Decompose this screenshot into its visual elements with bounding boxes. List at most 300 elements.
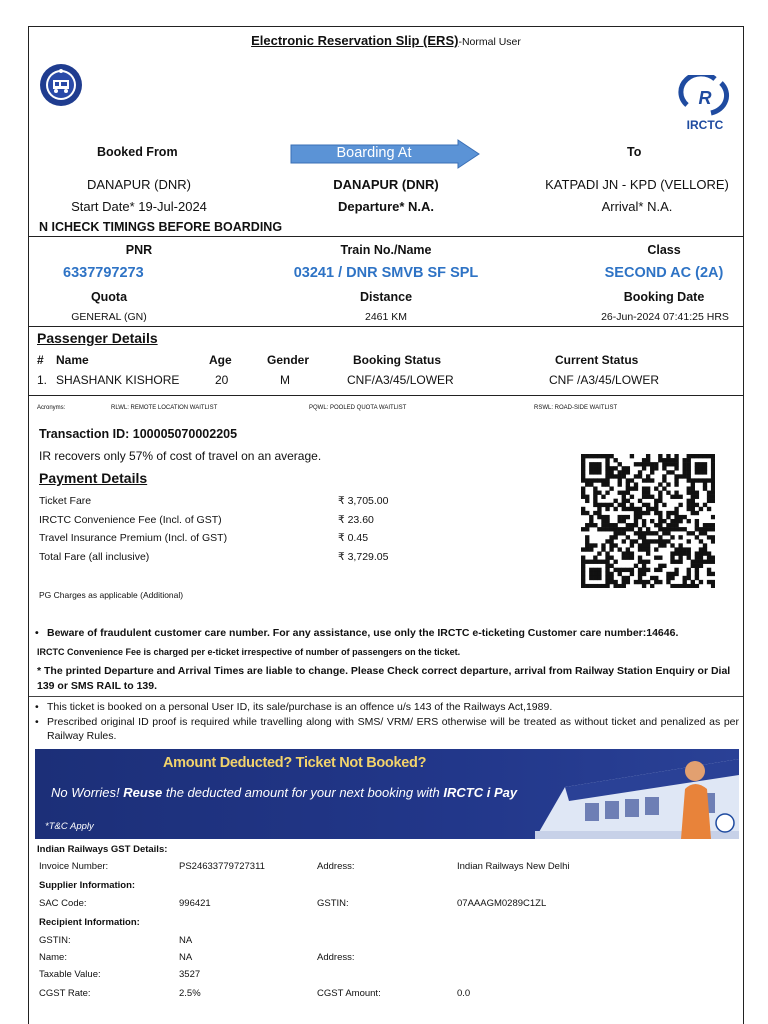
- qr-module: [605, 478, 609, 482]
- qr-module: [687, 547, 691, 551]
- id-proof-notice: • Prescribed original ID proof is required while travelling along with SMS/ VRM/ ERS otherwise will be treated as without ticket and penalized as per Railway Rules.: [33, 715, 739, 744]
- qr-module: [687, 486, 691, 490]
- qr-module: [634, 523, 638, 527]
- qr-module: [601, 515, 605, 519]
- qr-module: [630, 527, 634, 531]
- qr-module: [642, 543, 646, 547]
- qr-module: [581, 454, 585, 458]
- payment-label: Total Fare (all inclusive): [39, 551, 150, 563]
- qr-module: [707, 560, 711, 564]
- qr-module: [642, 486, 646, 490]
- supplier-gstin-label: GSTIN:: [317, 898, 349, 909]
- qr-module: [703, 551, 707, 555]
- payment-row: [29, 532, 449, 550]
- qr-module: [687, 499, 691, 503]
- qr-module: [678, 519, 682, 523]
- qr-module: [691, 580, 695, 584]
- col-header-num: #: [37, 353, 44, 367]
- ers-document: [28, 26, 744, 1024]
- qr-module: [618, 474, 622, 478]
- qr-module: [605, 568, 609, 572]
- qr-module: [695, 535, 699, 539]
- qr-module: [687, 462, 691, 466]
- qr-module: [703, 466, 707, 470]
- qr-module: [658, 491, 662, 495]
- qr-module: [613, 531, 617, 535]
- qr-module: [642, 511, 646, 515]
- qr-module: [638, 527, 642, 531]
- qr-module: [589, 515, 593, 519]
- qr-module: [670, 462, 674, 466]
- qr-module: [605, 519, 609, 523]
- qr-module: [601, 519, 605, 523]
- qr-module: [618, 462, 622, 466]
- qr-module: [630, 572, 634, 576]
- qr-module: [707, 478, 711, 482]
- qr-module: [707, 523, 711, 527]
- qr-module: [707, 535, 711, 539]
- qr-module: [613, 458, 617, 462]
- taxable-value-label: Taxable Value:: [39, 969, 101, 980]
- qr-module: [609, 547, 613, 551]
- banner-tagline: [51, 785, 517, 800]
- qr-module: [654, 531, 658, 535]
- qr-module: [626, 478, 630, 482]
- qr-module: [618, 519, 622, 523]
- qr-module: [687, 458, 691, 462]
- qr-module: [605, 482, 609, 486]
- qr-module: [593, 556, 597, 560]
- recipient-name-value: NA: [179, 952, 193, 963]
- qr-module: [683, 527, 687, 531]
- qr-module: [654, 511, 658, 515]
- qr-module: [609, 470, 613, 474]
- qr-module: [695, 564, 699, 568]
- qr-module: [646, 511, 650, 515]
- qr-module: [589, 523, 593, 527]
- divider: [29, 326, 743, 327]
- qr-module: [597, 527, 601, 531]
- qr-module: [593, 503, 597, 507]
- qr-module: [707, 572, 711, 576]
- qr-module: [678, 515, 682, 519]
- invoice-value: PS24633779727311: [179, 861, 265, 872]
- qr-module: [626, 527, 630, 531]
- qr-module: [674, 458, 678, 462]
- qr-module: [687, 539, 691, 543]
- qr-module: [650, 462, 654, 466]
- qr-module: [703, 531, 707, 535]
- qr-module: [581, 576, 585, 580]
- qr-module: [707, 454, 711, 458]
- qr-module: [622, 576, 626, 580]
- qr-module: [670, 511, 674, 515]
- qr-module: [622, 515, 626, 519]
- qr-module: [662, 539, 666, 543]
- qr-module: [605, 474, 609, 478]
- qr-module: [654, 556, 658, 560]
- qr-module: [626, 486, 630, 490]
- qr-module: [670, 458, 674, 462]
- qr-module: [654, 576, 658, 580]
- qr-module: [650, 478, 654, 482]
- qr-module: [605, 572, 609, 576]
- qr-module: [674, 482, 678, 486]
- qr-module: [609, 454, 613, 458]
- qr-module: [683, 551, 687, 555]
- qr-module: [658, 556, 662, 560]
- sac-value: 996421: [179, 898, 211, 909]
- qr-module: [581, 556, 585, 560]
- qr-module: [674, 491, 678, 495]
- qr-module: [589, 560, 593, 564]
- qr-module: [670, 470, 674, 474]
- qr-module: [662, 543, 666, 547]
- qr-module: [695, 462, 699, 466]
- passenger-current-status: CNF /A3/45/LOWER: [549, 373, 660, 387]
- qr-module: [666, 458, 670, 462]
- qr-module: [597, 551, 601, 555]
- qr-module: [593, 511, 597, 515]
- qr-module: [654, 462, 658, 466]
- qr-module: [703, 543, 707, 547]
- qr-module: [642, 547, 646, 551]
- qr-module: [618, 531, 622, 535]
- qr-module: [662, 527, 666, 531]
- qr-module: [711, 523, 715, 527]
- qr-module: [630, 568, 634, 572]
- qr-module: [605, 515, 609, 519]
- qr-module: [646, 474, 650, 478]
- qr-module: [593, 584, 597, 588]
- passenger-num: 1.: [37, 373, 48, 387]
- qr-module: [609, 503, 613, 507]
- qr-module: [650, 539, 654, 543]
- qr-module: [699, 580, 703, 584]
- recipient-address-label: Address:: [317, 952, 355, 963]
- qr-module: [691, 503, 695, 507]
- qr-module: [585, 539, 589, 543]
- qr-module: [711, 580, 715, 584]
- qr-module: [630, 454, 634, 458]
- qr-module: [674, 515, 678, 519]
- qr-module: [683, 474, 687, 478]
- qr-module: [658, 515, 662, 519]
- qr-module: [646, 551, 650, 555]
- qr-module: [642, 478, 646, 482]
- qr-module: [585, 560, 589, 564]
- qr-module: [618, 478, 622, 482]
- qr-module: [589, 462, 593, 466]
- qr-module: [593, 466, 597, 470]
- qr-module: [581, 507, 585, 511]
- qr-module: [634, 482, 638, 486]
- pnr-value: 6337797273: [63, 265, 144, 281]
- qr-module: [609, 486, 613, 490]
- qr-module: [642, 584, 646, 588]
- qr-module: [711, 486, 715, 490]
- qr-module: [711, 454, 715, 458]
- qr-module: [703, 560, 707, 564]
- qr-module: [589, 568, 593, 572]
- qr-module: [642, 580, 646, 584]
- qr-module: [646, 547, 650, 551]
- train-value: 03241 / DNR SMVB SF SPL: [293, 265, 479, 281]
- qr-module: [654, 568, 658, 572]
- qr-module: [703, 547, 707, 551]
- qr-module: [609, 535, 613, 539]
- qr-module: [622, 527, 626, 531]
- qr-module: [662, 531, 666, 535]
- qr-module: [622, 499, 626, 503]
- qr-module: [638, 474, 642, 478]
- qr-module: [678, 547, 682, 551]
- qr-module: [654, 580, 658, 584]
- qr-module: [646, 527, 650, 531]
- payment-value: ₹ 3,729.05: [338, 551, 389, 563]
- qr-module: [597, 511, 601, 515]
- qr-module: [711, 495, 715, 499]
- payment-label: Travel Insurance Premium (Incl. of GST): [39, 532, 228, 544]
- qr-module: [674, 454, 678, 458]
- boarding-label: Boarding At: [336, 145, 412, 161]
- cgst-amount-label: CGST Amount:: [317, 988, 381, 999]
- qr-module: [605, 491, 609, 495]
- qr-module: [670, 556, 674, 560]
- irctc-ipay-banner[interactable]: [35, 749, 739, 839]
- qr-module: [609, 564, 613, 568]
- qr-module: [605, 462, 609, 466]
- qr-module: [601, 503, 605, 507]
- qr-module: [646, 503, 650, 507]
- qr-module: [658, 527, 662, 531]
- qr-module: [699, 551, 703, 555]
- distance-label: Distance: [359, 290, 413, 304]
- qr-module: [589, 572, 593, 576]
- qr-module: [711, 539, 715, 543]
- arrival-time: Arrival* N.A.: [601, 199, 673, 214]
- qr-module: [581, 584, 585, 588]
- sac-label: SAC Code:: [39, 898, 87, 909]
- qr-module: [618, 568, 622, 572]
- qr-module: [589, 454, 593, 458]
- qr-module: [654, 507, 658, 511]
- qr-module: [618, 503, 622, 507]
- qr-module: [687, 519, 691, 523]
- qr-module: [585, 535, 589, 539]
- qr-module: [691, 560, 695, 564]
- qr-module: [581, 486, 585, 490]
- qr-module: [646, 486, 650, 490]
- qr-module: [670, 576, 674, 580]
- qr-module: [707, 491, 711, 495]
- qr-module: [605, 523, 609, 527]
- qr-module: [613, 507, 617, 511]
- qr-module: [662, 564, 666, 568]
- qr-module: [638, 568, 642, 572]
- qr-module: [609, 580, 613, 584]
- qr-module: [585, 454, 589, 458]
- qr-module: [609, 572, 613, 576]
- qr-module: [593, 486, 597, 490]
- qr-module: [711, 560, 715, 564]
- qr-module: [622, 507, 626, 511]
- qr-module: [670, 551, 674, 555]
- qr-module: [601, 495, 605, 499]
- recipient-gstin-label: GSTIN:: [39, 935, 71, 946]
- qr-module: [654, 523, 658, 527]
- qr-module: [601, 482, 605, 486]
- qr-module: [626, 576, 630, 580]
- qr-module: [642, 519, 646, 523]
- pnr-label: PNR: [125, 243, 153, 257]
- qr-module: [711, 478, 715, 482]
- qr-module: [642, 458, 646, 462]
- qr-module: [634, 507, 638, 511]
- qr-module: [707, 556, 711, 560]
- qr-module: [593, 470, 597, 474]
- qr-module: [581, 495, 585, 499]
- qr-module: [634, 462, 638, 466]
- qr-module: [597, 503, 601, 507]
- qr-module: [642, 462, 646, 466]
- qr-module: [597, 454, 601, 458]
- qr-module: [658, 543, 662, 547]
- qr-module: [670, 584, 674, 588]
- qr-module: [597, 515, 601, 519]
- qr-module: [687, 568, 691, 572]
- qr-module: [605, 507, 609, 511]
- qr-module: [626, 470, 630, 474]
- qr-module: [601, 547, 605, 551]
- divider: [29, 395, 743, 396]
- qr-module: [674, 495, 678, 499]
- qr-module: [683, 466, 687, 470]
- qr-module: [670, 535, 674, 539]
- qr-module: [618, 482, 622, 486]
- qr-module: [711, 491, 715, 495]
- qr-module: [626, 556, 630, 560]
- qr-module: [609, 523, 613, 527]
- qr-module: [622, 580, 626, 584]
- qr-module: [691, 584, 695, 588]
- qr-module: [613, 466, 617, 470]
- qr-module: [678, 474, 682, 478]
- qr-module: [585, 482, 589, 486]
- qr-module: [605, 454, 609, 458]
- qr-module: [618, 547, 622, 551]
- qr-module: [699, 478, 703, 482]
- qr-module: [691, 507, 695, 511]
- qr-module: [666, 491, 670, 495]
- qr-module: [585, 543, 589, 547]
- qr-module: [687, 474, 691, 478]
- qr-module: [650, 531, 654, 535]
- qr-module: [699, 547, 703, 551]
- qr-module: [609, 539, 613, 543]
- class-label: Class: [647, 243, 681, 257]
- qr-module: [670, 519, 674, 523]
- qr-module: [630, 495, 634, 499]
- qr-module: [589, 543, 593, 547]
- taxable-value: 3527: [179, 969, 201, 980]
- qr-module: [687, 454, 691, 458]
- quota-label: Quota: [90, 290, 128, 304]
- qr-module: [593, 568, 597, 572]
- qr-module: [658, 458, 662, 462]
- qr-module: [699, 470, 703, 474]
- qr-module: [695, 568, 699, 572]
- acronym-pqwl: PQWL: POOLED QUOTA WAITLIST: [309, 405, 407, 411]
- qr-module: [707, 499, 711, 503]
- qr-module: [658, 519, 662, 523]
- qr-module: [638, 572, 642, 576]
- qr-module: [662, 478, 666, 482]
- qr-module: [658, 482, 662, 486]
- acronyms-label: Acronyms:: [37, 405, 66, 411]
- qr-module: [597, 572, 601, 576]
- qr-module: [597, 491, 601, 495]
- qr-module: [589, 584, 593, 588]
- passenger-booking-status: CNF/A3/45/LOWER: [347, 373, 454, 387]
- qr-module: [642, 495, 646, 499]
- divider: [29, 236, 743, 237]
- qr-module: [622, 556, 626, 560]
- payment-value: ₹ 0.45: [338, 532, 369, 544]
- qr-module: [691, 499, 695, 503]
- qr-module: [646, 580, 650, 584]
- qr-module: [678, 551, 682, 555]
- qr-module: [634, 580, 638, 584]
- qr-module: [626, 523, 630, 527]
- qr-module: [687, 507, 691, 511]
- qr-module: [662, 486, 666, 490]
- address-value: Indian Railways New Delhi: [457, 861, 570, 872]
- qr-module: [711, 482, 715, 486]
- qr-module: [687, 572, 691, 576]
- qr-module: [605, 560, 609, 564]
- qr-module: [626, 499, 630, 503]
- qr-module: [646, 543, 650, 547]
- qr-module: [626, 491, 630, 495]
- qr-module: [626, 551, 630, 555]
- qr-module: [654, 547, 658, 551]
- legal-notices: [33, 700, 739, 744]
- qr-module: [695, 572, 699, 576]
- qr-module: [642, 572, 646, 576]
- qr-module: [699, 556, 703, 560]
- qr-module: [695, 560, 699, 564]
- qr-module: [638, 547, 642, 551]
- qr-module: [638, 560, 642, 564]
- qr-module: [630, 543, 634, 547]
- qr-module: [618, 515, 622, 519]
- qr-module: [666, 470, 670, 474]
- qr-module: [589, 519, 593, 523]
- qr-module: [687, 491, 691, 495]
- qr-module: [605, 580, 609, 584]
- qr-module: [613, 580, 617, 584]
- qr-module: [691, 531, 695, 535]
- qr-module: [593, 478, 597, 482]
- qr-module: [613, 560, 617, 564]
- payment-value: ₹ 3,705.00: [338, 495, 389, 507]
- qr-module: [638, 499, 642, 503]
- col-header-age: Age: [209, 353, 232, 367]
- qr-module: [597, 470, 601, 474]
- col-header-gender: Gender: [267, 353, 310, 367]
- qr-module: [585, 499, 589, 503]
